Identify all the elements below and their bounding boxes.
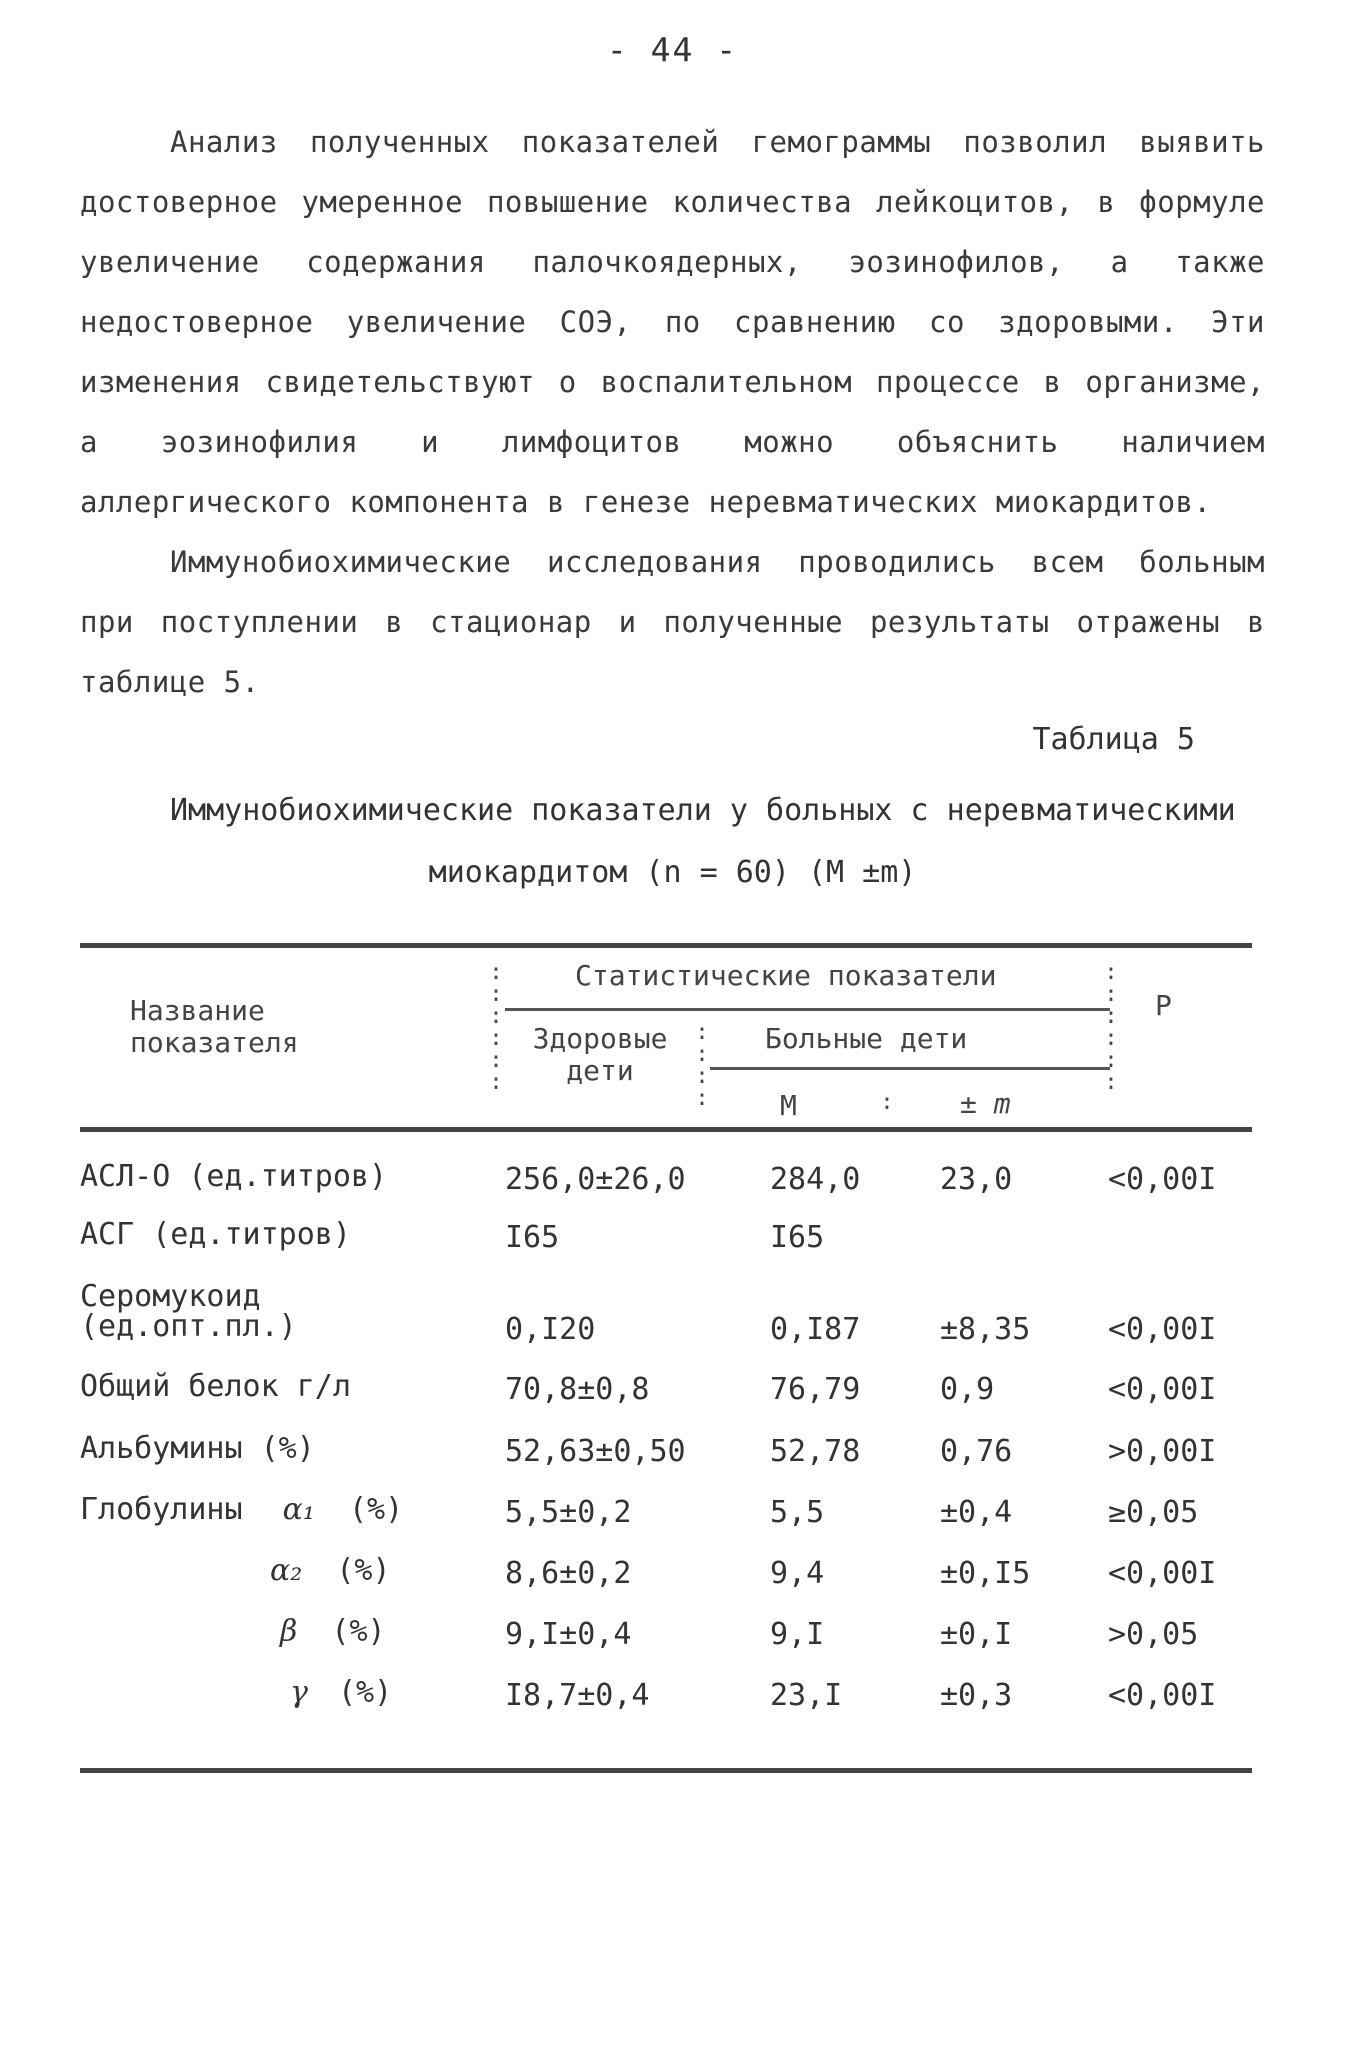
cell-mean: 9,4 — [770, 1556, 825, 1591]
cell-healthy: 256,0±26,0 — [505, 1162, 686, 1197]
paragraph-hemogram-analysis: Анализ полученных показателей гемограммы позволил выявить достоверное умеренное повышение количества лейкоцитов, в формуле увеличение содержания палочкоядерных, эозинофилов, а также недостоверное увеличение СОЭ, по сравнению со здоровыми. Эти изменения свидетельствуют о воспалительном процессе в организме, а эозинофилия и лимфоцитов можно объяснить наличием аллергического компонента в генезе неревматических миокардитов. — [80, 125, 1265, 519]
greek-beta: β — [280, 1614, 298, 1649]
cell-p: >0,05 — [1108, 1617, 1199, 1652]
header-plus-minus-m: ± m — [960, 1087, 1011, 1120]
cell-plus-minus: ±8,35 — [940, 1312, 1031, 1347]
table-label: Таблица 5 — [1032, 722, 1195, 757]
cell-mean: 52,78 — [770, 1434, 861, 1469]
cell-indicator: АСЛ-О (ед.титров) — [80, 1159, 388, 1194]
cell-mean: 23,I — [770, 1678, 843, 1713]
cell-plus-minus: 0,76 — [940, 1434, 1013, 1469]
table-top-rule — [80, 943, 1252, 948]
cell-indicator: АСГ (ед.титров) — [80, 1217, 351, 1252]
column-separator: : : : : : : — [489, 960, 503, 1095]
cell-mean: I65 — [770, 1220, 825, 1255]
table-bottom-rule — [80, 1768, 1252, 1773]
page-number: - 44 - — [606, 30, 739, 69]
header-healthy-children: Здоровые дети — [532, 1022, 668, 1087]
cell-indicator: β (%) — [280, 1614, 386, 1649]
cell-plus-minus: 23,0 — [940, 1162, 1013, 1197]
cell-plus-minus: ±0,I — [940, 1617, 1013, 1652]
header-mean: М — [780, 1089, 797, 1122]
header-sick-underline — [710, 1067, 1110, 1070]
greek-alpha2: α₂ — [270, 1553, 303, 1588]
cell-p: ≥0,05 — [1108, 1495, 1199, 1530]
cell-plus-minus: ±0,3 — [940, 1678, 1013, 1713]
cell-mean: 5,5 — [770, 1495, 825, 1530]
cell-p: <0,00I — [1108, 1312, 1217, 1347]
cell-p: >0,00I — [1108, 1434, 1217, 1469]
cell-healthy: 9,I±0,4 — [505, 1617, 632, 1652]
cell-p: <0,00I — [1108, 1556, 1217, 1591]
cell-indicator: Серомукоид (ед.опт.пл.) — [80, 1279, 297, 1344]
table-title-line1: Иммунобиохимические показатели у больных с неревматическими — [170, 793, 1236, 828]
header-sick-children: Больные дети — [765, 1022, 968, 1055]
cell-mean: 284,0 — [770, 1162, 861, 1197]
cell-healthy: 70,8±0,8 — [505, 1372, 650, 1407]
cell-p: <0,00I — [1108, 1162, 1217, 1197]
cell-healthy: 5,5±0,2 — [505, 1495, 632, 1530]
greek-alpha1: α₁ — [282, 1492, 315, 1527]
cell-p: <0,00I — [1108, 1678, 1217, 1713]
cell-mean: 9,I — [770, 1617, 825, 1652]
header-indicator-name: Название показателя — [130, 994, 299, 1059]
table-header-rule — [80, 1127, 1252, 1132]
cell-p: <0,00I — [1108, 1372, 1217, 1407]
cell-indicator: α₂ (%) — [270, 1553, 391, 1588]
cell-healthy: 0,I20 — [505, 1312, 596, 1347]
cell-indicator: γ (%) — [290, 1675, 393, 1710]
header-statistical-indicators: Статистические показатели — [575, 959, 997, 992]
cell-indicator: Общий белок г/л — [80, 1369, 351, 1404]
table-title-line2: миокардитом (n = 60) (M ±m) — [428, 855, 917, 890]
column-separator: : — [880, 1090, 894, 1115]
header-statistics-underline — [505, 1008, 1110, 1011]
paragraph-immunobiochemical: Иммунобиохимические исследования проводились всем больным при поступлении в стационар и полученные результаты отражены в таблице 5. — [80, 545, 1265, 699]
cell-healthy: 8,6±0,2 — [505, 1556, 632, 1591]
greek-gamma: γ — [290, 1675, 308, 1710]
cell-indicator: Глобулины α₁ (%) — [80, 1492, 404, 1527]
cell-plus-minus: ±0,4 — [940, 1495, 1013, 1530]
header-p-value: Р — [1155, 989, 1172, 1022]
cell-plus-minus: 0,9 — [940, 1372, 995, 1407]
cell-mean: 76,79 — [770, 1372, 861, 1407]
cell-mean: 0,I87 — [770, 1312, 861, 1347]
cell-plus-minus: ±0,I5 — [940, 1556, 1031, 1591]
cell-healthy: I8,7±0,4 — [505, 1678, 650, 1713]
cell-healthy: 52,63±0,50 — [505, 1434, 686, 1469]
cell-healthy: I65 — [505, 1220, 560, 1255]
cell-indicator: Альбумины (%) — [80, 1431, 315, 1466]
column-separator: : : : : — [695, 1020, 709, 1111]
table-title — [80, 780, 1265, 904]
column-separator: : : : : : : — [1104, 960, 1118, 1095]
